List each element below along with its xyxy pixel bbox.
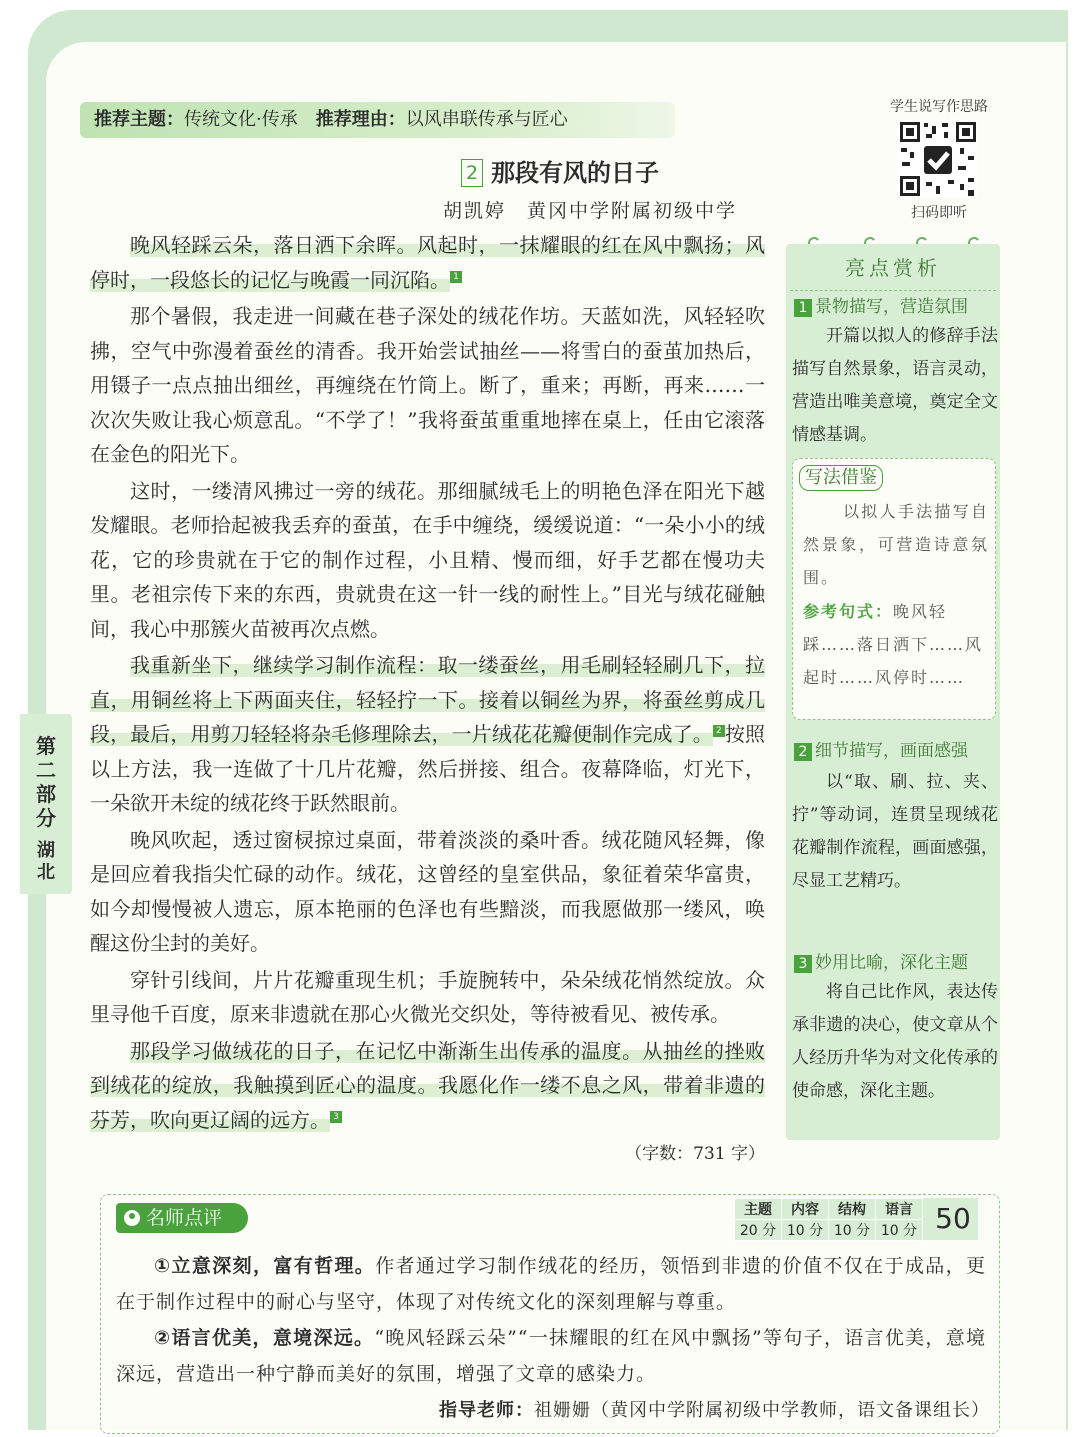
paragraph: 那个暑假，我走进一间藏在巷子深处的绒花作坊。天蓝如洗，风轻轻吹拂，空气中弥漫着蚕丝的清香。我开始尝试抽丝——将雪白的蚕茧加热后，用镊子一点点抽出细丝，再缠绕在竹筒上。断了，重来；再断，再来……一次次失败让我心烦意乱。“不学了！”我将蚕茧重重地摔在桌上，任由它滚落在金色的阳光下。 <box>90 304 765 466</box>
note-marker: 3 <box>330 1111 342 1123</box>
score-value: 10 分 <box>782 1220 829 1241</box>
article-title <box>90 153 1030 188</box>
score-value: 10 分 <box>876 1220 923 1241</box>
guide-org: （黄冈中学附属初级中学教师，语文备课组长） <box>591 1400 990 1421</box>
writing-tip-header: 写法借鉴 <box>799 465 883 491</box>
recommend-bar <box>80 102 675 138</box>
article-body <box>90 228 765 1172</box>
highlight-item-title <box>794 292 968 317</box>
highlight-item-text: 以“取、刷、拉、夹、拧”等动词，连贯呈现绒花花瓣制作流程，画面感强，尽显工艺精巧。 <box>792 772 998 891</box>
paragraph: 晚风吹起，透过窗棂掠过桌面，带着淡淡的桑叶香。绒花随风轻舞，像是回应着我指尖忙碌的动作。绒花，这曾经的皇室供品，象征着荣华富贵，如今却慢慢被人遗忘，原本艳丽的色泽也有些黯淡，而我愿做那一缕风，唤醒这份尘封的美好。 <box>90 827 765 955</box>
recommend-reason-value: 以风串联传承与匠心 <box>405 109 568 130</box>
paragraph: 这时，一缕清风拂过一旁的绒花。那细腻绒毛上的明艳色泽在阳光下越发耀眼。老师拾起被我丢弃的蚕茧，在手中缠绕，缓缓说道：“一朵小小的绒花，它的珍贵就在于它的制作过程，小且精、慢而细，好手艺都在慢功夫里。老祖宗传下来的东西，贵就贵在这一针一线的耐性上。”目光与绒花碰触间，我心中那簇火苗被再次点燃。 <box>90 478 765 641</box>
region-label: 湖北 <box>37 840 55 883</box>
review-point-title: ①立意深刻，富有哲理。 <box>154 1255 376 1277</box>
review-point-title: ②语言优美，意境深远。 <box>154 1327 375 1349</box>
paragraph <box>90 1034 765 1138</box>
paragraph-text: 晚风轻踩云朵，落日洒下余晖。风起时，一抹耀眼的红在风中飘扬；风停时，一段悠长的记忆与晚霞一同沉陷。 <box>90 233 765 292</box>
review-point <box>116 1320 986 1392</box>
recommend-topic-value: 传统文化·传承 <box>184 109 298 130</box>
paragraph-text: 我重新坐下，继续学习制作流程：取一缕蚕丝，用毛刷轻轻刷几下，拉直，用铜丝将上下两面夹住，轻轻拧一下。接着以铜丝为界，将蚕丝剪成几段，最后，用剪刀轻轻将杂毛修理除去，一片绒花花瓣便制作完成了。 <box>90 653 765 746</box>
highlight-item-title <box>794 948 968 973</box>
reference-label: 参考句式： <box>803 602 894 621</box>
score-header: 结构 <box>829 1199 876 1220</box>
paragraph-text: 那段学习做绒花的日子，在记忆中渐渐生出传承的温度。从抽丝的挫败到绒花的绽放，我触摸到匠心的温度。我愿化作一缕不息之风，带着非遗的芬芳，吹向更辽阔的远方。 <box>90 1038 765 1132</box>
writing-tip-reference <box>803 595 989 694</box>
person-icon <box>124 1210 140 1226</box>
teacher-review-body <box>116 1248 986 1392</box>
word-count: （字数：731 字） <box>625 1144 765 1164</box>
highlight-item-text: 将自己比作风，表达传承非遗的决心，使文章从个人经历升华为对文化传承的使命感，深化主题。 <box>792 982 998 1101</box>
highlight-item-title <box>794 736 968 761</box>
highlights-header: 亮点赏析 <box>786 252 1000 281</box>
highlight-number: 2 <box>794 743 812 761</box>
paragraph <box>90 648 765 821</box>
guide-label: 指导老师： <box>439 1400 534 1421</box>
guide-name: 祖姗姗 <box>534 1400 591 1421</box>
score-total: 50 <box>935 1202 971 1235</box>
review-point <box>116 1248 986 1320</box>
article-author: 胡凯婷 黄冈中学附属初级中学 <box>442 200 737 222</box>
score-header: 语言 <box>876 1199 923 1220</box>
highlight-number: 3 <box>794 955 812 973</box>
qr-caption-top: 学生说写作思路 <box>890 99 988 115</box>
paragraph <box>90 228 765 297</box>
recommend-topic-label: 推荐主题： <box>94 109 184 130</box>
score-header: 内容 <box>782 1199 829 1220</box>
section-label: 第二部分 <box>36 734 56 830</box>
note-marker: 2 <box>713 725 725 737</box>
recommend-reason-label: 推荐理由： <box>315 109 406 130</box>
review-point-text: “晚风轻踩云朵”“一抹耀眼的红在风中飘扬”等句子，语言优美，意境深远，营造出一种宁静而美好的氛围，增强了文章的感染力。 <box>116 1327 986 1385</box>
writing-tip-text: 以拟人手法描写自然景象，可营造诗意氛围。 <box>803 502 989 587</box>
score-header: 主题 <box>735 1199 782 1220</box>
teacher-review-title: 名师点评 <box>146 1207 223 1229</box>
paragraph: 穿针引线间，片片花瓣重现生机；手旋腕转中，朵朵绒花悄然绽放。众里寻他千百度，原来非遗就在那心火微光交织处，等待被看见、被传承。 <box>90 967 765 1026</box>
highlight-title-text: 景物描写，营造氛围 <box>815 297 968 317</box>
review-point-text: 作者通过学习制作绒花的经历，领悟到非遗的价值不仅在于成品，更在于制作过程中的耐心与坚守，体现了对传统文化的深刻理解与尊重。 <box>116 1255 986 1313</box>
article-number: 2 <box>461 159 483 187</box>
highlight-title-text: 妙用比喻，深化主题 <box>815 953 968 973</box>
highlight-number: 1 <box>794 299 812 317</box>
score-value: 10 分 <box>829 1220 876 1241</box>
paragraph-text: 按照以上方法，我一连做了十几片花瓣，然后拼接、组合。夜幕降临，灯光下，一朵欲开未绽的绒花终于跃然眼前。 <box>90 722 766 815</box>
section-side-tab <box>20 714 72 894</box>
reference-text: 晚风轻踩……落日洒下……风起时……风停时…… <box>803 602 984 687</box>
note-marker: 1 <box>450 271 462 283</box>
article-title-text: 那段有风的日子 <box>491 159 659 187</box>
score-table <box>734 1198 978 1240</box>
qr-caption-bottom: 扫码即听 <box>911 205 967 221</box>
teacher-review-header <box>116 1203 248 1233</box>
guide-teacher <box>380 1396 990 1422</box>
score-value: 20 分 <box>735 1220 782 1241</box>
writing-tip-box <box>792 458 996 720</box>
highlight-item-text: 开篇以拟人的修辞手法描写自然景象，语言灵动，营造出唯美意境，奠定全文情感基调。 <box>792 326 998 445</box>
highlight-title-text: 细节描写，画面感强 <box>815 741 968 761</box>
